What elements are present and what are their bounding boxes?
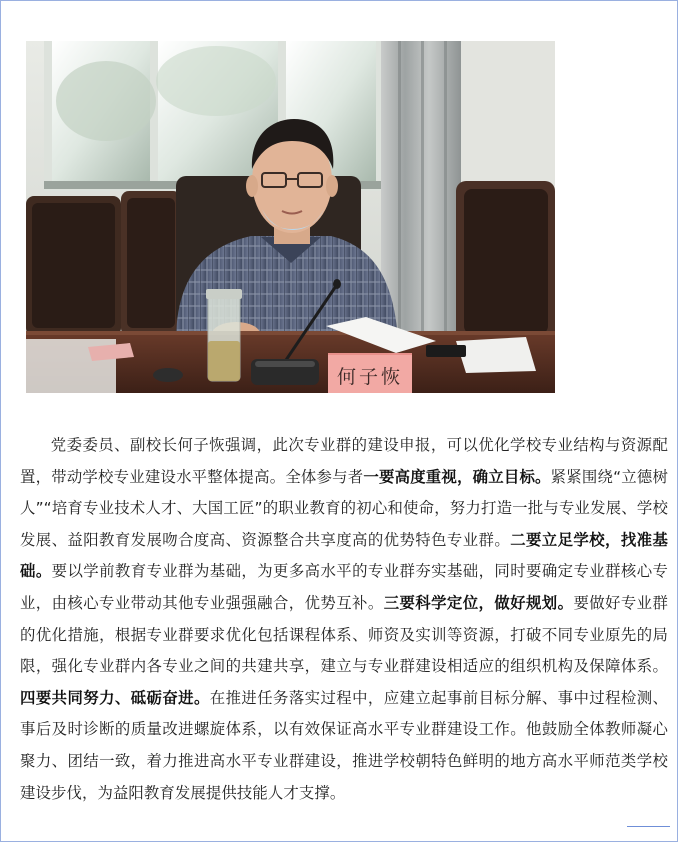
meeting-photo — [26, 41, 555, 393]
article-point-3: 三要科学定位，做好规划。 — [383, 593, 574, 612]
article-paragraph — [20, 430, 668, 809]
article-point-1: 一要高度重视，确立目标。 — [363, 467, 551, 486]
article-text-3: 要以学前教育专业群为基础，为更多高水平的专业群夯实基础，同时要确定专业群核心专业，由核心专业带动其他专业强强融合，优势互补。 — [20, 562, 668, 612]
article-point-2: 二要立足学校，找准基础。 — [20, 530, 668, 581]
article-text-5: 在推进任务落实过程中，应建立起事前目标分解、事中过程检测、事后及时诊断的质量改进螺旋体系，以有效保证高水平专业群建设工作。他鼓励全体教师凝心聚力、团结一致，着力推进高水平专业群建设，推进学校朝特色鲜明的地方高水平师范类学校建设步伐，为益阳教育发展提供技能人才支撑。 — [20, 688, 668, 802]
article-text-2: 紧紧围绕“立德树人”“培育专业技术人才、大国工匠”的职业教育的初心和使命，努力打造一批与专业发展、学校发展、益阳教育发展吻合度高、资源整合共享度高的优势特色专业群。 — [20, 467, 668, 549]
article-point-4: 四要共同努力、砥砺奋进。 — [20, 688, 210, 707]
photo-illustration — [26, 41, 555, 393]
nameplate — [328, 353, 412, 393]
article-text-4: 要做好专业群的优化措施，根据专业群要求优化包括课程体系、师资及实训等资源，打破不同专业原先的局限，强化专业群内各专业之间的共建共享，建立与专业群建设相适应的组织机构及保障体系。 — [20, 593, 668, 676]
nameplate-text: 何子恢 — [336, 365, 403, 388]
article-text-1: 党委委员、副校长何子恢强调，此次专业群的建设申报，可以优化学校专业结构与资源配置，带动学校专业建设水平整体提高。全体参与者 — [20, 436, 668, 486]
footer-divider — [627, 826, 670, 827]
